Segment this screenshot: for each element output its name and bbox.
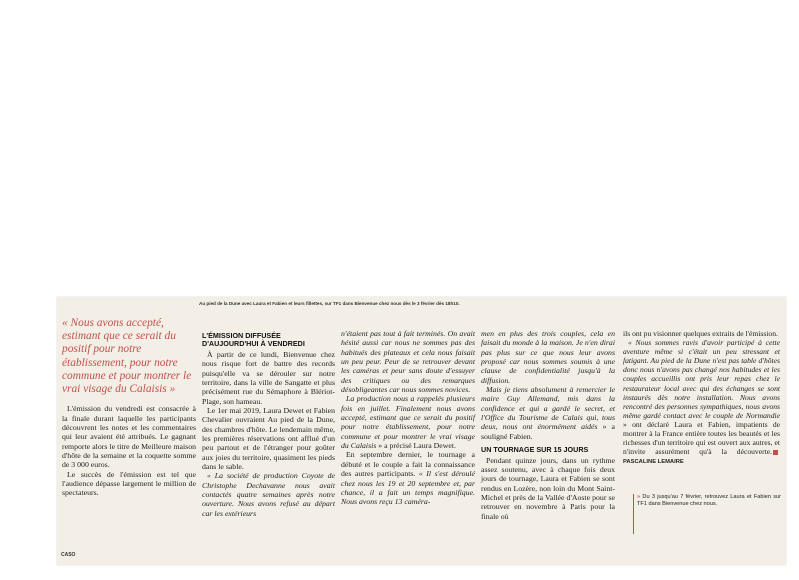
column-4 <box>481 329 615 521</box>
arrow-icon: » <box>637 494 641 500</box>
column-2 <box>202 329 335 518</box>
col5-paragraph-2 <box>623 338 780 467</box>
pull-quote: « Nous avons accepté, estimant que ce serait du positif pour notre établissement, pour notre commune et pour montrer le vrai visage du Calaisis » <box>62 317 192 396</box>
col5-paragraph-2-quote: « Nous sommes ravis d'avoir participé à cette aventure même si c'était un peu stressant et fatigant. Au pied de la Dune n'est pas table d'hôtes donc nous n'avons pas changé nos habitudes et les couples accueillis ont pris leur repas chez le restaurateur local avec qui des échanges se sont instaurés dès notre installation. Nous avons rencontré des personnes sympathiques, nous avons même gardé contact avec le couple de Normandie <box>623 338 780 420</box>
col4-paragraph-3: Pendant quinze jours, dans un rythme assez soutenu, avec à chaque fois deux jours de tournage, Laura et Fabien se sont rendus en Lozère, non loin du Mont Saint-Michel et près de la Vallée d'Aoste pour se retrouver en novembre à Paris pour la finale où <box>481 455 615 521</box>
col3-paragraph-2-end: » a précisé Laura Dewet. <box>376 441 456 451</box>
col2-paragraph-1: À partir de ce lundi, Bienvenue chez nous risque fort de battre des records puisqu'elle va se dérouler sur notre territoire, dans la ville de Sangatte et plus précisément rue du Sémaphore à Blériot-Plage, son hameau. <box>202 349 335 406</box>
col3-paragraph-3 <box>341 450 475 506</box>
col1-paragraph-2: Le succès de l'émission est tel que l'audience dépasse largement le million de spectateurs. <box>62 469 196 498</box>
col4-paragraph-2-quote: Mais je tiens absolument à remercier le maire Guy Allemand, mis dans la confidence et qui a gardé le secret, et l'Office du Tourisme de Calais qui, tous deux, nous ont énormément aidés <box>481 385 615 432</box>
col3-paragraph-3-quote: « Il s'est déroulé chez nous les 19 et 20 septembre et, par chance, il a fait un temps magnifique. Nous avons reçu 13 caméra- <box>341 469 475 507</box>
col4-paragraph-2 <box>481 385 615 441</box>
col4-paragraph-1: men en plus des trois couples, cela en faisait du monde à la maison. Je n'en dirai pas plus sur ce que nous leur avons proposé car nous sommes soumis à une clause de confidentialité jusqu'à la diffusion. <box>481 329 615 385</box>
col2-paragraph-3: « La société de production Coyote de Christophe Dechavanne nous avait contactés quatre semaines après notre ouverture. Nous avons refusé au départ car les extérieurs <box>202 471 335 518</box>
column-3 <box>341 329 475 507</box>
author-marker-icon <box>773 450 778 455</box>
section-heading-broadcast: L'ÉMISSION DIFFUSÉE D'AUJOURD'HUI À VENDREDI <box>202 331 305 349</box>
section-heading-shooting: UN TOURNAGE SUR 15 JOURS <box>481 445 589 455</box>
col1-paragraph-1: L'émission du vendredi est consacrée à la finale durant laquelle les participants découvrent les notes et les commentaires qui leur avaient été attribués. Le gagnant remporte alors le titre de Meilleure maison d'hôte de la semaine et la coquette somme de 3 000 euros. <box>62 404 196 470</box>
col3-paragraph-1: n'étaient pas tout à fait terminés. On avait hésité aussi car nous ne sommes pas des habitués des plateaux et cela nous faisait un peu peur. Peur de se retrouver devant les caméras et peur sans doute d'essuyer des critiques ou des remarques désobligeantes car nous sommes novices. <box>341 329 475 395</box>
col3-paragraph-2-quote: La production nous a rappelés plusieurs fois en juillet. Finalement nous avons accepté, estimant que ce serait du positif pour notre établissement, pour notre commune et pour montrer le vrai visage du Calaisis <box>341 394 475 451</box>
column-1 <box>62 317 196 498</box>
photo-caption: Au pied de la Dune avec Laura et Fabien et leurs fillettes, sur TF1 dans Bienvenue chez nous dès le 3 février dès 18h10. <box>199 301 460 306</box>
col3-paragraph-2 <box>341 394 475 450</box>
col5-paragraph-1: ils ont pu visionner quelques extraits de l'émission. <box>623 329 778 338</box>
page-footer-label: CASO <box>61 552 76 558</box>
col2-paragraph-2: Le 1er mai 2019, Laura Dewet et Fabien Chevalier ouvraient Au pied de la Dune, des chambres d'hôte. Le lendemain même, les premières réservations ont afflué d'un peu partout et de l'étranger pour goûter aux joies du territoire, quasiment les pieds dans le sable. <box>202 405 335 471</box>
newspaper-clipping <box>57 297 786 565</box>
broadcast-info-text: Du 3 jusqu'au 7 février, retrouvez Laura et Fabien sur TF1 dans Bienvenue chez nous. <box>637 494 781 508</box>
author-name: PASCALINE LEMAIRE <box>623 459 684 466</box>
col5-paragraph-2-end: » ont déclaré Laura et Fabien, impatients de montrer à la France entière toutes les beautés et les richesses d'un territoire qui est ouvert aux autres, et n'invite assurément qu'à la découverte. <box>623 419 780 457</box>
broadcast-info-box <box>633 494 781 534</box>
col3-paragraph-3-text: En septembre dernier, le tournage a débuté et le couple a fait la connaissance des autres participants. <box>341 450 475 479</box>
col4-paragraph-2-end: » a souligné Fabien. <box>481 422 615 441</box>
column-5 <box>623 329 780 467</box>
